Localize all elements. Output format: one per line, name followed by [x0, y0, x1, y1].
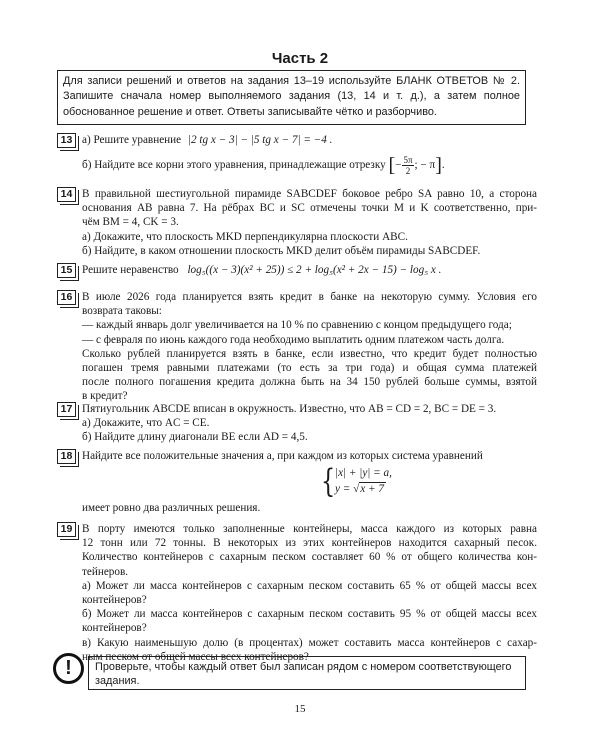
- system-equation-1: |x| + |y| = a,: [335, 467, 392, 479]
- equation-system: [335, 466, 392, 496]
- text-line: — с февраля по июнь каждого года необходимо выплатить одним платежом часть долга.: [82, 333, 505, 346]
- task-body: Решите неравенство log₅((x − 3)(x² + 25)) ≤ 2 + log₅(x² + 2x − 15) − log₅ x .: [82, 264, 442, 276]
- text-line: после полного погашения кредита должна быть на 34 150 рублей больше суммы, взятой: [82, 376, 537, 389]
- system-equation-2: y = √x + 7: [335, 483, 384, 496]
- text-line: Количество контейнеров с сахарным песком составляет 60 % от общего количества кон-: [82, 551, 537, 564]
- task-body: [82, 187, 537, 258]
- task-13-part-a: а) Решите уравнение |2 tg x − 3| − |5 tg x − 7| = −4 .: [82, 134, 333, 146]
- task-number: 14: [57, 187, 76, 202]
- fraction: $\frac{5\pi}{2}$: [403, 155, 413, 177]
- task-number: 18: [57, 449, 76, 464]
- text-line: погашен тремя равными платежами (то есть за три года) и общая сумма платежей: [82, 361, 537, 374]
- task-13-part-b: б) Найдите все корни этого уравнения, принадлежащие отрезку [− $\frac{5\pi}{2}$ ; − π].: [82, 154, 445, 177]
- text-line: основания AB равна 7. На рёбрах BC и SC отмечены точки M и K соответственно, при-: [82, 202, 537, 215]
- inequality: log₅((x − 3)(x² + 25)) ≤ 2 + log₅(x² + 2x − 15) − log₅ x .: [187, 264, 442, 276]
- task-body: [82, 133, 537, 177]
- task-number: 19: [57, 522, 76, 537]
- text-line: ным песком от общей массы всех контейнеров?: [82, 650, 309, 663]
- text-line: тейнеров.: [82, 565, 129, 578]
- text-line: а) Докажите, что AC = CE.: [82, 417, 210, 430]
- page-number: 15: [294, 703, 306, 715]
- text-line: в) Какую наименьшую долю (в процентах) может составить масса контейнеров с сахар-: [82, 636, 537, 649]
- text-line: Сколько рублей планируется взять в банке, если известно, что кредит будет полностью: [82, 347, 537, 360]
- text-line: — каждый январь долг увеличивается на 10 % по сравнению с концом предыдущего года;: [82, 319, 512, 332]
- text-line: 12 тонн или 72 тонны. В некоторых из этих контейнеров находится сахарный песок.: [82, 537, 537, 550]
- task-18: [57, 449, 537, 529]
- text-line: В порту имеются только заполненные контейнеры, масса каждого из которых равна: [82, 523, 537, 535]
- equation: |2 tg x − 3| − |5 tg x − 7| = −4 .: [187, 134, 333, 146]
- task-body: [82, 449, 537, 529]
- text-line: В июле 2026 года планируется взять кредит в банке на некоторую сумму. Условия его: [82, 291, 537, 303]
- text-line: Найдите все положительные значения a, при каждом из которых система уравнений: [82, 450, 483, 462]
- text-line: б) Может ли масса контейнеров с сахарным песком составить 95 % от общей массы всех: [82, 608, 537, 621]
- system-brace: {: [321, 462, 336, 500]
- text-line: б) Найдите, в каком отношении плоскость MKD делит объём пирамиды SABCDEF.: [82, 244, 481, 257]
- text-line: контейнеров?: [82, 622, 147, 635]
- text-line: в кредит?: [82, 390, 128, 403]
- task-body: [82, 402, 537, 445]
- text-line: В правильной шестиугольной пирамиде SABCDEF боковое ребро SA равно 10, а сторона: [82, 188, 537, 200]
- text-line: контейнеров?: [82, 593, 147, 606]
- task-body: [82, 290, 537, 404]
- task-number: 13: [57, 133, 76, 148]
- task-number: 15: [57, 263, 76, 278]
- text-line: чём BM = 4, CK = 3.: [82, 216, 179, 229]
- exclamation-icon: !: [53, 653, 84, 684]
- text-line: а) Докажите, что плоскость MKD перпендикулярна плоскости ABC.: [82, 230, 408, 243]
- text-line: имеет ровно два различных решения.: [82, 502, 261, 514]
- text-line: возврата таковы:: [82, 305, 162, 318]
- task-number: 17: [57, 402, 76, 417]
- instructions-box: Для записи решений и ответов на задания 13–19 используйте БЛАНК ОТВЕТОВ № 2. Запишите сначала номер выполняемого задания (13, 14 и т. д.), а затем полное обоснованное решение и ответ. Ответы записывайте чётко и разборчиво.: [57, 70, 526, 125]
- text-line: а) Может ли масса контейнеров с сахарным песком составить 65 % от общей массы всех: [82, 579, 537, 592]
- text-line: б) Найдите длину диагонали BE если AD = 4,5.: [82, 431, 308, 444]
- task-body: [82, 522, 537, 664]
- task-number: 16: [57, 290, 76, 305]
- page-title: Часть 2: [271, 50, 329, 67]
- text-line: Пятиугольник ABCDE вписан в окружность. Известно, что AB = CD = 2, BC = DE = 3.: [82, 403, 497, 415]
- warning-box: Проверьте, чтобы каждый ответ был записан рядом с номером соответствующего задания.: [88, 656, 526, 690]
